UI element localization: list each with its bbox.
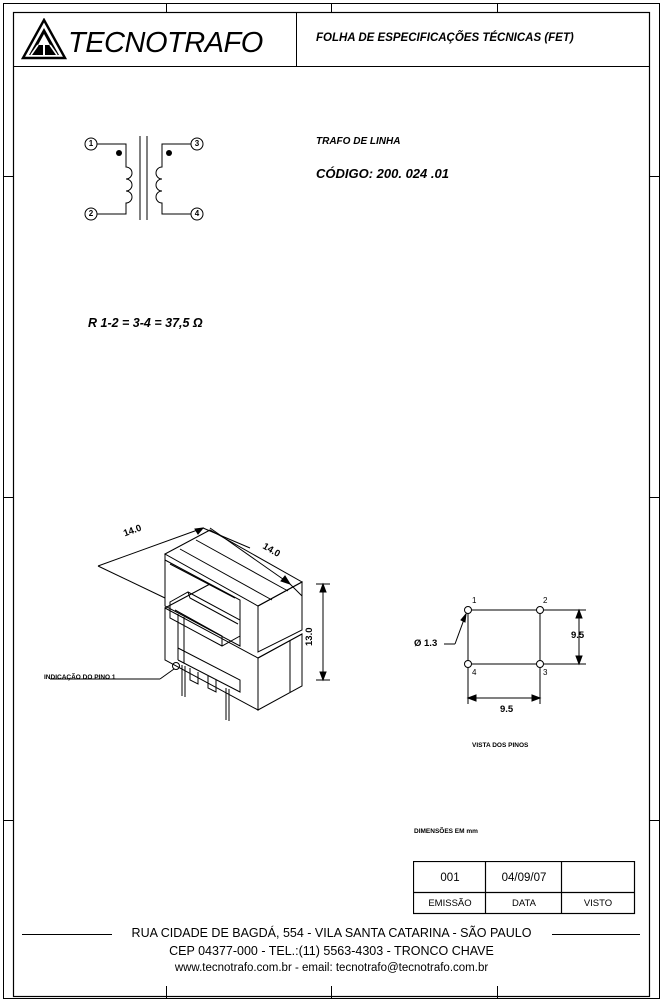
revision-date: 04/09/07 — [501, 871, 547, 884]
column-visto: VISTO — [583, 898, 613, 909]
pin-view-label-3: 3 — [543, 668, 548, 677]
schematic-pin-3: 3 — [194, 139, 200, 148]
pin-spacing-horizontal: 9.5 — [500, 704, 514, 715]
footer-contact: CEP 04377-000 - TEL.:(11) 5563-4303 - TRONCO CHAVE — [169, 944, 494, 958]
dimension-width: 14.0 — [260, 541, 283, 560]
footer-web-email: www.tecnotrafo.com.br - email: tecnotrafo@tecnotrafo.com.br — [174, 962, 489, 974]
tecnotrafo-logo-icon — [21, 18, 67, 60]
dimension-height: 13.0 — [304, 627, 315, 646]
column-emissao: EMISSÃO — [428, 898, 472, 909]
footer-address: RUA CIDADE DE BAGDÁ, 554 - VILA SANTA CATARINA - SÃO PAULO — [131, 926, 532, 940]
dimension-depth: 14.0 — [122, 522, 144, 540]
document-title: FOLHA DE ESPECIFICAÇÕES TÉCNICAS (FET) — [316, 32, 574, 44]
pin-view-label-2: 2 — [543, 596, 548, 605]
revision-number: 001 — [440, 871, 460, 884]
pin-diameter: Ø 1.3 — [414, 638, 438, 649]
column-data: DATA — [512, 898, 536, 909]
revision-visto — [562, 862, 634, 893]
schematic-pin-1: 1 — [88, 139, 94, 148]
pin1-indication-label: INDICAÇÃO DO PINO 1 — [44, 674, 116, 681]
transformer-schematic — [80, 132, 210, 226]
company-name: TECNOTRAFO — [68, 27, 263, 59]
product-code: CÓDIGO: 200. 024 .01 — [316, 166, 449, 181]
schematic-pin-2: 2 — [88, 209, 94, 218]
schematic-pin-4: 4 — [194, 209, 200, 218]
pin-spacing-vertical: 9.5 — [571, 630, 585, 641]
pin-view-caption: VISTA DOS PINOS — [472, 742, 529, 749]
pin-view-label-4: 4 — [472, 668, 477, 677]
transformer-3d-drawing — [40, 520, 340, 735]
product-type: TRAFO DE LINHA — [316, 136, 401, 147]
pin-view-label-1: 1 — [472, 596, 477, 605]
resistance-spec: R 1-2 = 3-4 = 37,5 Ω — [88, 316, 203, 330]
dimensions-note: DIMENSÕES EM mm — [414, 828, 478, 835]
pin-view-drawing — [410, 592, 590, 722]
